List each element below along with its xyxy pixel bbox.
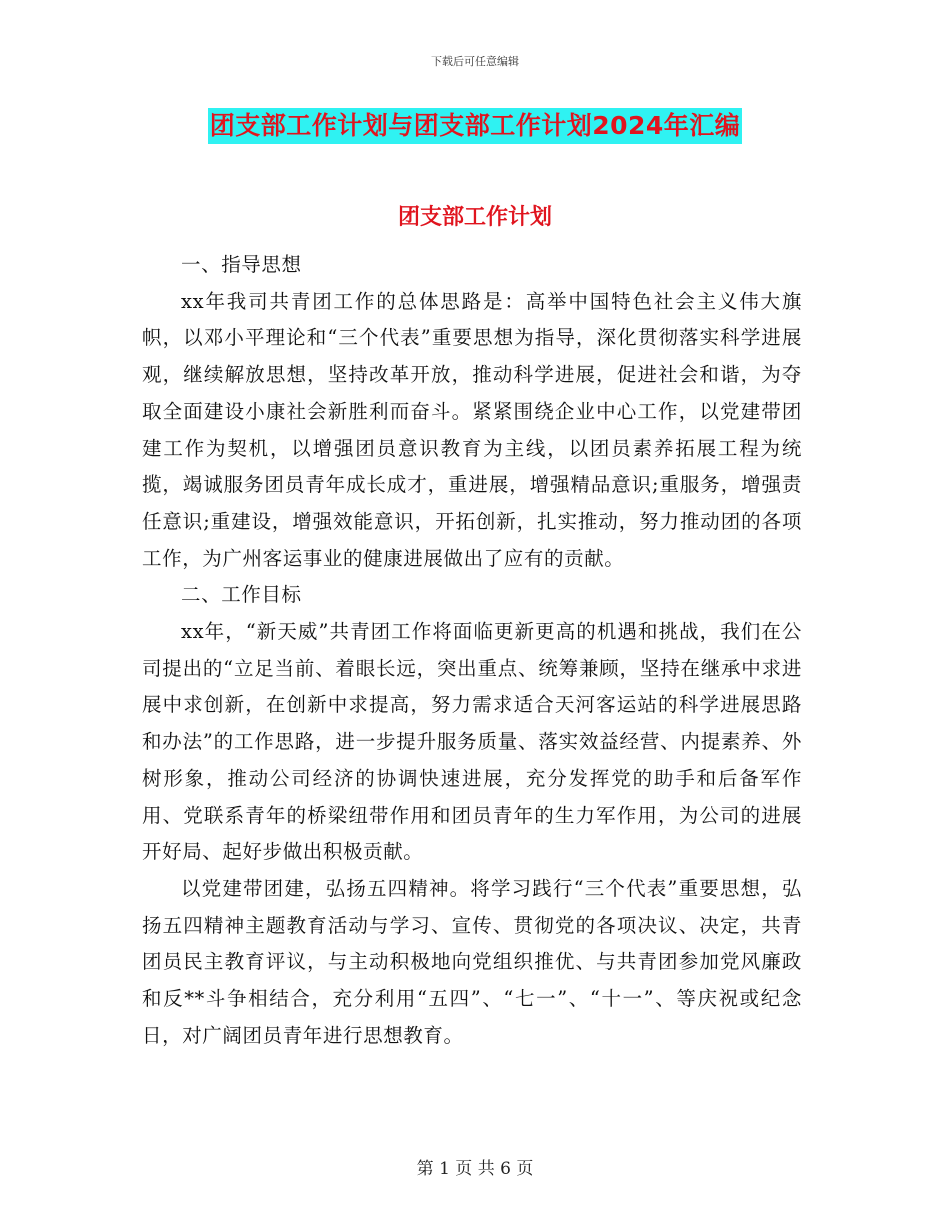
page-number: 第 1 页 共 6 页 <box>416 1159 534 1179</box>
heading-work-goals: 二、工作目标 <box>181 583 302 607</box>
document-body <box>142 247 802 1054</box>
page-header: 下载后可任意编辑 <box>431 55 519 68</box>
paragraph-work-goals: xx年，“新天威”共青团工作将面临更新更高的机遇和挑战，我们在公司提出的“立足当前、着眼长远，突出重点、统筹兼顾，坚持在继承中求进展中求创新，在创新中求提高，努力需求适合天河客运站的科学进展思路和办法”的工作思路，进一步提升服务质量、落实效益经营、内提素养、外树形象，推动公司经济的协调快速进展，充分发挥党的助手和后备军作用、党联系青年的桥梁纽带作用和团员青年的生力军作用，为公司的进展开好局、起好步做出积极贡献。 <box>142 620 802 864</box>
document-title-text: 团支部工作计划与团支部工作计划2024年汇编 <box>208 108 743 144</box>
heading-guiding-thought: 一、指导思想 <box>181 253 302 276</box>
section-title: 团支部工作计划 <box>397 205 552 230</box>
document-title <box>0 108 950 144</box>
paragraph-guiding-thought: xx年我司共青团工作的总体思路是：高举中国特色社会主义伟大旗帜，以邓小平理论和“三个代表”重要思想为指导，深化贯彻落实科学进展观，继续解放思想，坚持改革开放，推动科学进展，促进社会和谐，为夺取全面建设小康社会新胜利而奋斗。紧紧围绕企业中心工作，以党建带团建工作为契机，以增强团员意识教育为主线，以团员素养拓展工程为统揽，竭诚服务团员青年成长成才，重进展，增强精品意识;重服务，增强责任意识;重建设，增强效能意识，开拓创新，扎实推动，努力推动团的各项工作，为广州客运事业的健康进展做出了应有的贡献。 <box>142 289 802 570</box>
paragraph-party-building: 以党建带团建，弘扬五四精神。将学习践行“三个代表”重要思想，弘扬五四精神主题教育活动与学习、宣传、贯彻党的各项决议、决定，共青团员民主教育评议，与主动积极地向党组织推优、与共青团参加党风廉政和反**斗争相结合，充分利用“五四”、“七一”、“十一”、等庆祝或纪念日，对广阔团员青年进行思想教育。 <box>142 876 802 1047</box>
